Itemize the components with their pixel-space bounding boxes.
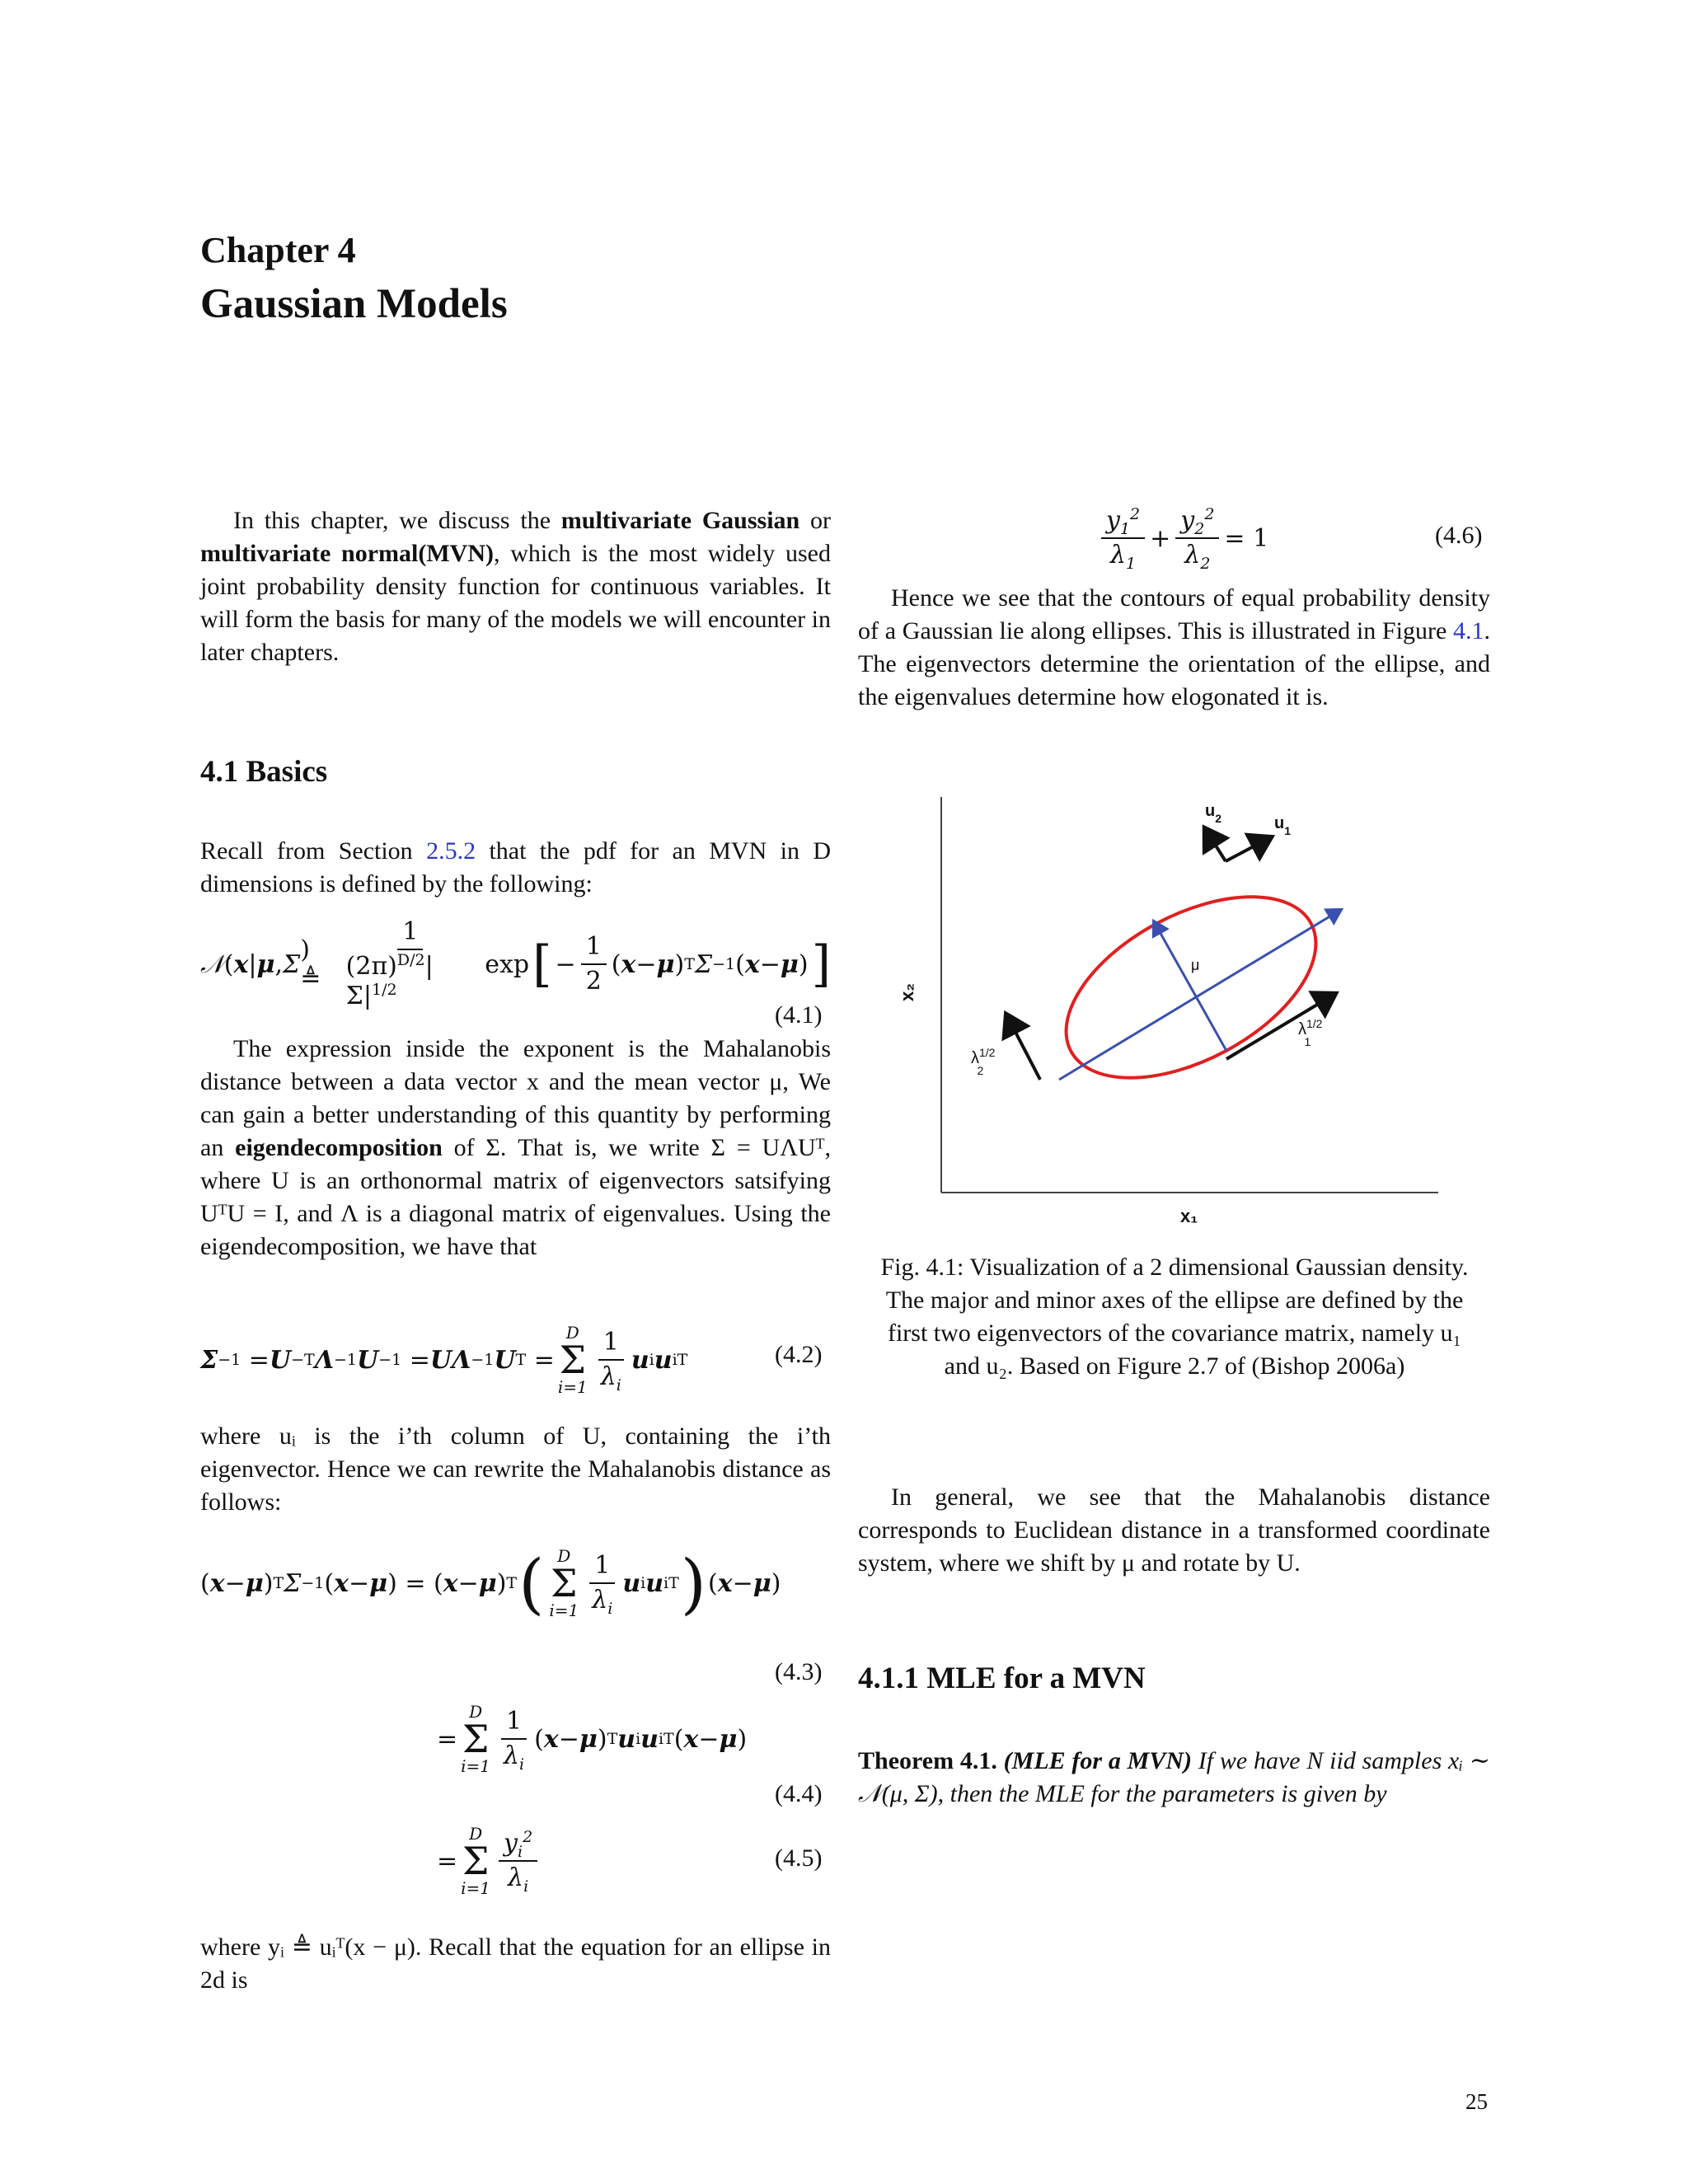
section-heading-basics: 4.1 Basics	[200, 755, 328, 789]
section-link[interactable]: 2.5.2	[426, 837, 476, 865]
subsection-heading-mle: 4.1.1 MLE for a MVN	[858, 1661, 1146, 1695]
equation-number: (4.6)	[1435, 522, 1483, 549]
ellipse-intro-paragraph: where yᵢ ≜ uᵢᵀ(x − μ). Recall that the equation for an ellipse in 2d is	[200, 1933, 831, 1994]
gaussian-ellipse-figure	[890, 787, 1467, 1232]
equation-number: (4.2)	[775, 1341, 823, 1368]
equation-number: (4.3)	[775, 1658, 823, 1685]
u1-vector	[1226, 838, 1269, 861]
equation-4-5: = D Σ i=1 $\frac{y_i^2}{\lambda_i}$	[437, 1820, 684, 1902]
theorem-4-1: Theorem 4.1. (MLE for a MVN) If we have N iid samples xᵢ ∼ 𝒩(μ, Σ), then the MLE for the parameters is given by	[858, 1747, 1491, 1807]
intro-paragraph: In this chapter, we discuss the multivariate Gaussian or multivariate normal(MVN), which is the most widely used joint probability density function for continuous variables. It will form the basis for many of the models we will encounter in later chapters.	[200, 507, 831, 666]
mu-label: μ	[1191, 957, 1200, 973]
equation-number: (4.4)	[775, 1780, 823, 1807]
equation-4-1: 𝒩 ( x | μ , Σ ) ≜ $\frac{1}{(2\pi)^{D/2}|\Sigma|^{1/2}}$ exp [ − $\frac{1}{2}$ ( x − μ ) T Σ −1 ( x − μ ) ]	[200, 917, 831, 1010]
contours-paragraph: Hence we see that the contours of equal probability density of a Gaussian lie along ellipses. This is illustrated in Figure 4.1. The eigenvectors determine the orientation of the ellipse, and the eigenvalues determine how elogonated it is.	[858, 584, 1490, 710]
chapter-title: Gaussian Models	[200, 281, 508, 327]
u2-label: $u_2$	[1205, 802, 1222, 825]
recall-paragraph: Recall from Section 2.5.2 that the pdf for an MVN in D dimensions is defined by the following:	[200, 837, 831, 898]
u1-label: $u_1$	[1274, 814, 1292, 837]
u2-vector	[1206, 830, 1226, 861]
minor-axis-line	[1155, 923, 1226, 1051]
lambda1-label: $\lambda^{1/2}$ 1	[1298, 1017, 1323, 1048]
eigenvector-paragraph: where uᵢ is the i’th column of U, containing the i’th eigenvector. Hence we can rewrite the Mahalanobis distance as follows:	[200, 1422, 831, 1516]
equation-4-3: ( x − μ ) T Σ −1 ( x − μ ) = ( x − μ ) T ( D Σ i=1 $\frac{1}{\lambda_i}$ u i u i T ) ( x − μ )	[200, 1544, 781, 1622]
mahalanobis-paragraph: The expression inside the exponent is the Mahalanobis distance between a data vector x and the mean vector μ, We can gain a better understanding of this quantity by performing an eigendecomposition of Σ. That is, we write Σ = UΛUᵀ, where U is an orthonormal matrix of eigenvectors satsifying UᵀU = I, and Λ is a diagonal matrix of eigenvalues. Using the eigendecomposition, we have that	[200, 1035, 832, 1260]
equation-4-2: Σ −1 = U −T Λ −1 U −1 = UΛ −1 U T = D Σ i=1 $\frac{1}{\lambda_i}$ u i u i T	[200, 1323, 688, 1397]
major-axis-line	[1059, 911, 1339, 1080]
figure-link[interactable]: 4.1	[1453, 617, 1484, 644]
page-number: 25	[1465, 2089, 1488, 2114]
x-axis-label: x₁	[1180, 1206, 1198, 1226]
lambda2-label: $\lambda^{1/2}$ 2	[971, 1046, 996, 1077]
equation-4-6: $\frac{y_1^2}{\lambda_1}$ + $\frac{y_2^2}{\lambda_2}$ = 1	[1096, 499, 1343, 578]
lambda2-arrow	[1007, 1016, 1040, 1080]
equation-number: (4.1)	[775, 1001, 823, 1029]
mahalanobis-euclidean-paragraph: In general, we see that the Mahalanobis distance corresponds to Euclidean distance in a transformed coordinate system, where we shift by μ and rotate by U.	[858, 1483, 1490, 1577]
equation-4-4: = D Σ i=1 $\frac{1}{\lambda_i}$ ( x − μ ) T u i u i T ( x − μ )	[437, 1702, 748, 1776]
chapter-number: Chapter 4	[200, 230, 356, 270]
y-axis-label: x₂	[897, 982, 917, 1001]
equation-number: (4.5)	[775, 1844, 823, 1872]
figure-caption: Fig. 4.1: Visualization of a 2 dimensional Gaussian density. The major and minor axes of the ellipse are defined by the first two eigenvectors of the covariance matrix, namely u₁ and u₂. Based on Figure 2.7 of (Bishop 2006a)	[880, 1254, 1469, 1380]
